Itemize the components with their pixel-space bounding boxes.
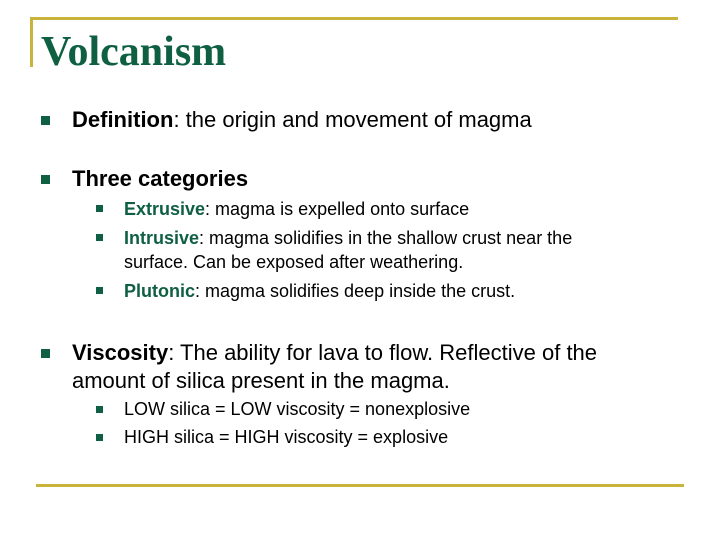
slide-title: Volcanism bbox=[41, 29, 227, 75]
square-bullet-icon bbox=[96, 205, 103, 212]
category-term: Intrusive bbox=[124, 228, 200, 248]
title-rule-left bbox=[30, 17, 33, 67]
category-text: : magma solidifies deep inside the crust. bbox=[195, 281, 516, 301]
definition-text: : the origin and movement of magma bbox=[173, 107, 532, 132]
square-bullet-icon bbox=[41, 349, 50, 358]
category-intrusive bbox=[124, 227, 572, 250]
viscosity-text: : The ability for lava to flow. Reflective of the bbox=[168, 340, 598, 365]
viscosity-low: LOW silica = LOW viscosity = nonexplosive bbox=[124, 399, 471, 419]
viscosity-item bbox=[72, 339, 597, 367]
categories-item bbox=[72, 165, 248, 193]
definition-item bbox=[72, 106, 532, 134]
viscosity-high: HIGH silica = HIGH viscosity = explosive bbox=[124, 427, 449, 447]
title-rule-top bbox=[30, 17, 678, 20]
category-plutonic bbox=[124, 280, 515, 303]
square-bullet-icon bbox=[41, 175, 50, 184]
square-bullet-icon bbox=[96, 406, 103, 413]
definition-term: Definition bbox=[72, 107, 174, 132]
category-text: : magma is expelled onto surface bbox=[205, 199, 470, 219]
square-bullet-icon bbox=[96, 287, 103, 294]
category-text: : magma solidifies in the shallow crust near the bbox=[199, 228, 573, 248]
categories-heading: Three categories bbox=[72, 166, 249, 191]
category-term: Plutonic bbox=[124, 281, 195, 301]
category-extrusive bbox=[124, 198, 469, 221]
square-bullet-icon bbox=[96, 234, 103, 241]
square-bullet-icon bbox=[96, 434, 103, 441]
category-intrusive-line2: surface. Can be exposed after weathering. bbox=[124, 252, 464, 272]
category-term: Extrusive bbox=[124, 199, 206, 219]
viscosity-item-line2: amount of silica present in the magma. bbox=[72, 368, 450, 393]
footer-rule bbox=[36, 484, 684, 487]
square-bullet-icon bbox=[41, 116, 50, 125]
viscosity-term: Viscosity bbox=[72, 340, 169, 365]
